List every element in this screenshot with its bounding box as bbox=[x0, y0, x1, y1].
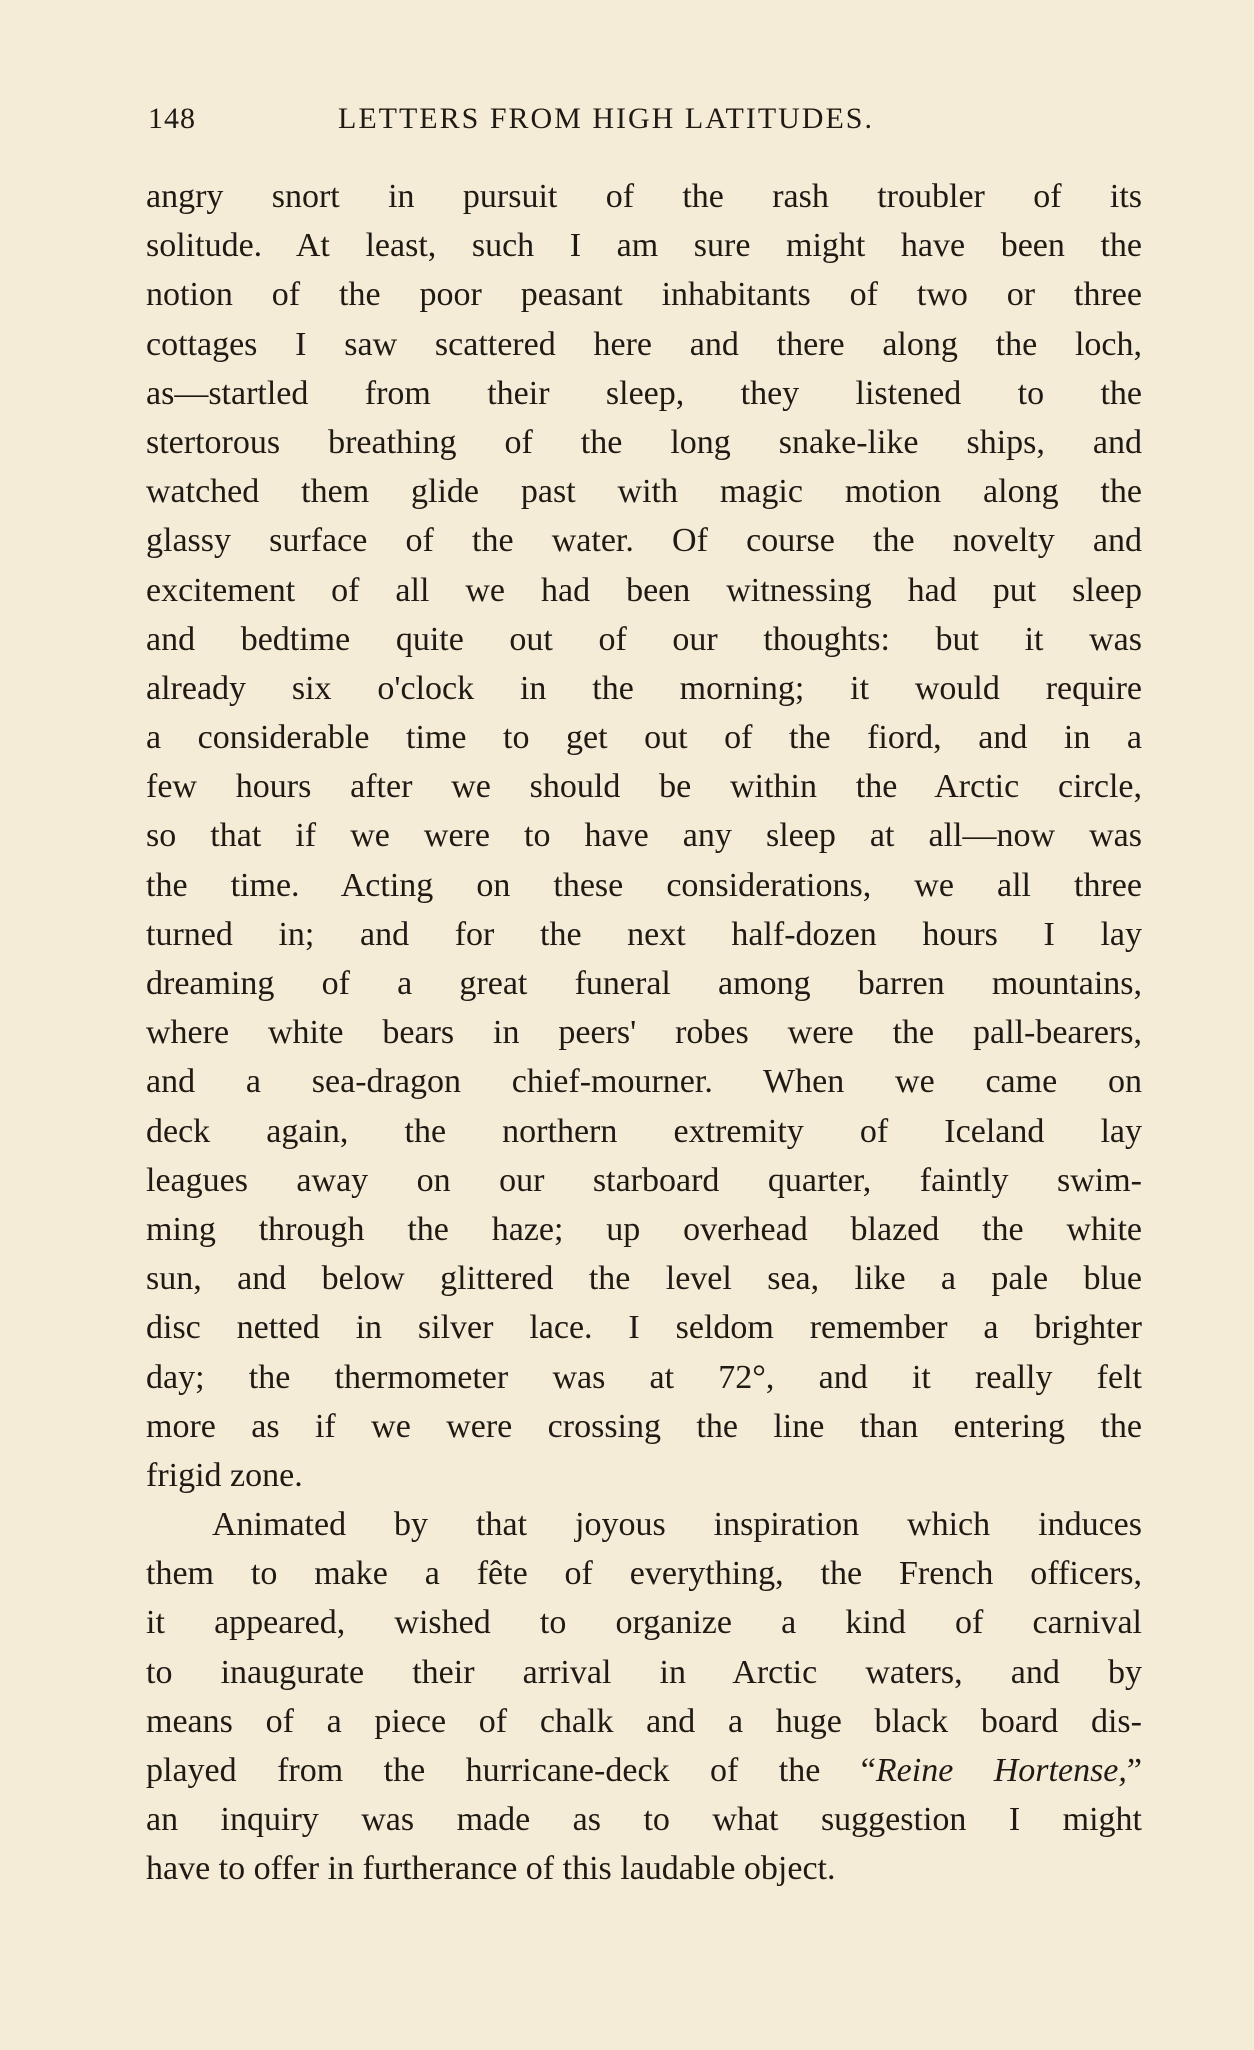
text-line: cottages I saw scattered here and there along the loch, bbox=[146, 325, 1142, 363]
text-line: more as if we were crossing the line than entering the bbox=[146, 1407, 1142, 1445]
text-line: it appeared, wished to organize a kind of carnival bbox=[146, 1604, 1142, 1642]
text-line: have to offer in furtherance of this laudable object. bbox=[146, 1850, 836, 1888]
text-line: and bedtime quite out of our thoughts: but it was bbox=[146, 620, 1142, 658]
text-line: solitude. At least, such I am sure might have been the bbox=[146, 227, 1142, 265]
text-line: angry snort in pursuit of the rash troubler of its bbox=[146, 178, 1142, 215]
text-line: the time. Acting on these considerations, we all three bbox=[146, 866, 1142, 904]
text-line: them to make a fête of everything, the French officers, bbox=[146, 1555, 1142, 1593]
text-line: to inaugurate their arrival in Arctic waters, and by bbox=[146, 1653, 1142, 1691]
text-line: ming through the haze; up overhead blazed the white bbox=[146, 1210, 1142, 1248]
text-line: excitement of all we had been witnessing had put sleep bbox=[146, 571, 1142, 609]
text-line: watched them glide past with magic motion along the bbox=[146, 473, 1142, 511]
text-line: means of a piece of chalk and a huge black board dis- bbox=[146, 1702, 1142, 1740]
body-text bbox=[146, 172, 1142, 1894]
text-line: deck again, the northern extremity of Iceland lay bbox=[146, 1112, 1142, 1150]
text-line: sun, and below glittered the level sea, like a pale blue bbox=[146, 1260, 1142, 1298]
text-line-with-italic bbox=[146, 1746, 1142, 1795]
paragraph-1 bbox=[146, 172, 1142, 1500]
paragraph-2 bbox=[146, 1500, 1142, 1894]
text-line: stertorous breathing of the long snake-like ships, and bbox=[146, 423, 1142, 461]
text-line: and a sea-dragon chief-mourner. When we came on bbox=[146, 1063, 1142, 1101]
text-line: few hours after we should be within the Arctic circle, bbox=[146, 768, 1142, 806]
text-line: disc netted in silver lace. I seldom remember a brighter bbox=[146, 1309, 1142, 1347]
text-line: notion of the poor peasant inhabitants of two or three bbox=[146, 276, 1142, 314]
text-line: so that if we were to have any sleep at all—now was bbox=[146, 817, 1142, 855]
page-header bbox=[148, 102, 1096, 142]
ship-name-italic: Reine Hortense, bbox=[875, 1752, 1127, 1789]
text-line: as—startled from their sleep, they listened to the bbox=[146, 374, 1142, 412]
text-line: frigid zone. bbox=[146, 1456, 303, 1494]
text-line: already six o'clock in the morning; it would require bbox=[146, 669, 1142, 707]
text-segment: played from the hurricane-deck of the “ bbox=[146, 1752, 876, 1789]
text-line: glassy surface of the water. Of course the novelty and bbox=[146, 522, 1142, 560]
running-head: LETTERS FROM HIGH LATITUDES. bbox=[338, 102, 874, 135]
text-line: dreaming of a great funeral among barren mountains, bbox=[146, 965, 1142, 1002]
text-line: an inquiry was made as to what suggestion I might bbox=[146, 1801, 1142, 1839]
text-line: day; the thermometer was at 72°, and it really felt bbox=[146, 1358, 1142, 1396]
page-number: 148 bbox=[148, 102, 196, 135]
text-line: turned in; and for the next half-dozen hours I lay bbox=[146, 915, 1142, 953]
text-segment: ” bbox=[1126, 1752, 1142, 1789]
text-line: leagues away on our starboard quarter, faintly swim- bbox=[146, 1161, 1142, 1199]
text-line: a considerable time to get out of the fiord, and in a bbox=[146, 719, 1142, 757]
text-line: Animated by that joyous inspiration which induces bbox=[212, 1506, 1142, 1544]
text-line: where white bears in peers' robes were the pall-bearers, bbox=[146, 1014, 1142, 1052]
